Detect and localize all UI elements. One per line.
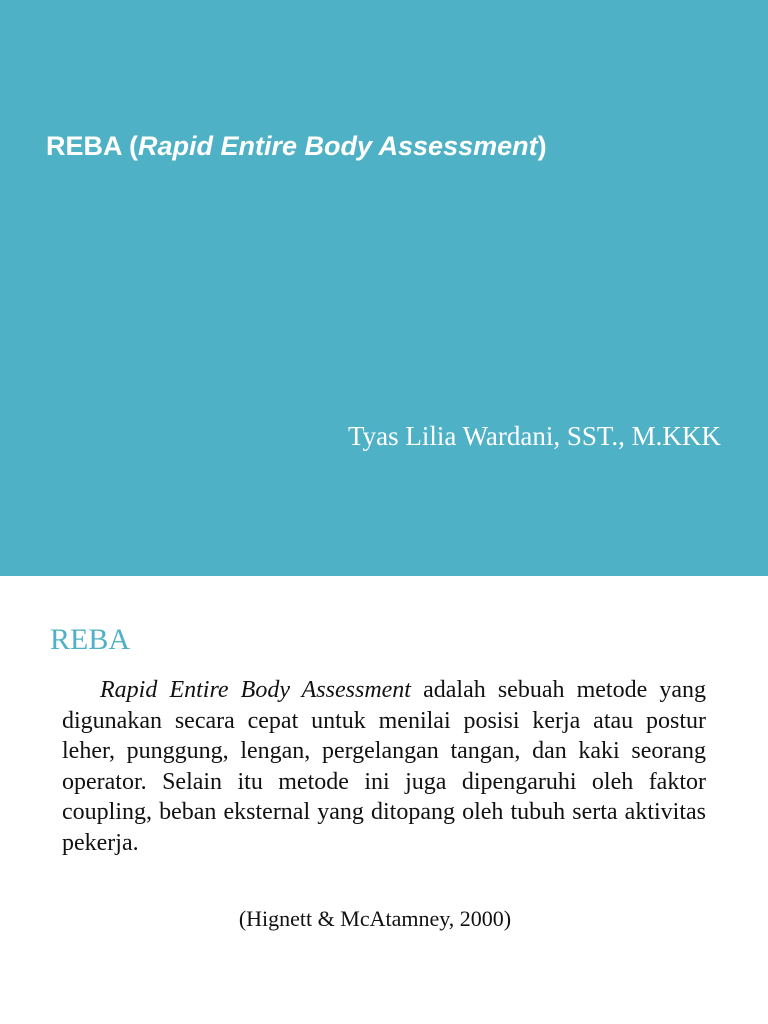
body-paragraph: [62, 675, 706, 858]
slide-title: [46, 128, 547, 164]
title-prefix: REBA (: [46, 131, 138, 161]
title-italic: Rapid Entire Body Assessment: [138, 131, 538, 161]
title-suffix: ): [537, 131, 547, 161]
body-text: adalah sebuah metode yang digunakan secara cepat untuk menilai posisi kerja atau postur leher, punggung, lengan, pergelangan tangan, dan kaki seorang operator. Selain itu metode ini juga dipengaruhi oleh faktor coupling, beban eksternal yang ditopang oleh tubuh serta aktivitas pekerja.: [62, 677, 707, 856]
body-italic-term: Rapid Entire Body Assessment: [100, 677, 411, 703]
citation: (Hignett & McAtamney, 2000): [238, 906, 512, 931]
section-heading: REBA: [50, 623, 131, 656]
author-name: Tyas Lilia Wardani, SST., M.KKK: [348, 421, 721, 451]
